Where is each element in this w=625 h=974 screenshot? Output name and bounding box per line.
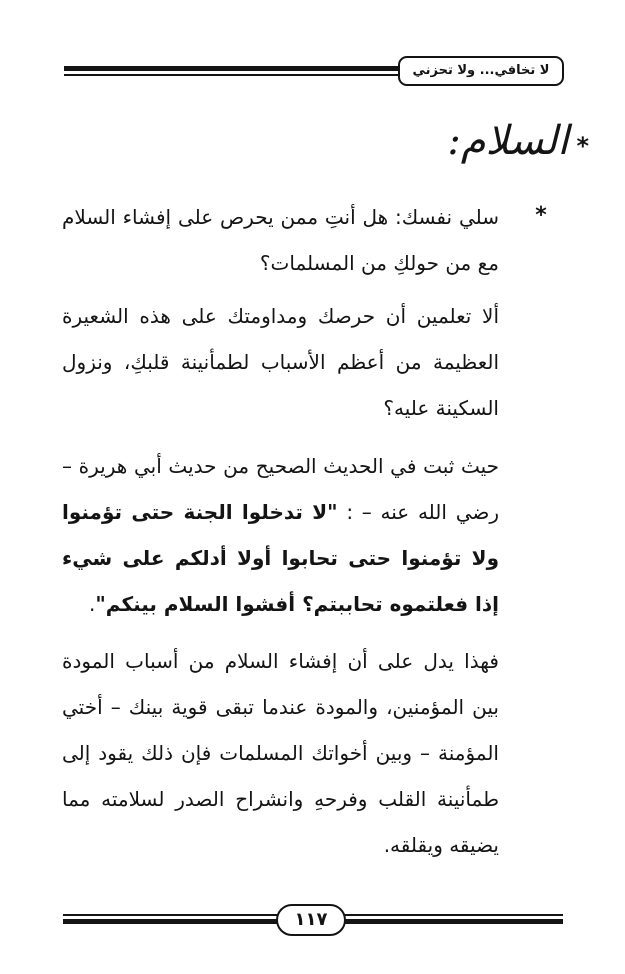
- section-heading: [447, 118, 589, 164]
- header-rule-thin: [64, 74, 400, 76]
- hadith-intro: حيث ثبت في الحديث الصحيح من حديث أبي هريرة – رضي الله عنه – :: [62, 454, 499, 524]
- bullet-asterisk: *: [535, 203, 547, 228]
- footer-rule-left-thin: [63, 914, 277, 916]
- footer-rule-right: [345, 914, 563, 928]
- footer-rule-left: [63, 914, 277, 928]
- footer-rule-right-thin: [345, 914, 563, 916]
- paragraph-hadith: [62, 443, 499, 627]
- page-number: ١١٧: [276, 904, 346, 936]
- heading-title: السلام:: [447, 118, 569, 164]
- paragraph-conclusion: فهذا يدل على أن إفشاء السلام من أسباب المودة بين المؤمنين، والمودة عندما تبقى قوية بينك – أختي المؤمنة – وبين أخواتك المسلمات فإن ذلك يقود إلى طمأنينة القلب وفرحهِ وانشراح الصدر لسلامته مما يضيقه ويقلقه.: [62, 649, 499, 857]
- footer-rule-right-thick: [345, 919, 563, 924]
- running-title: لا تخافي... ولا تحزني: [398, 56, 564, 86]
- header-rule: [64, 66, 400, 78]
- footer-rule-left-thick: [63, 919, 277, 924]
- hadith-quote: "لا تدخلوا الجنة حتى تؤمنوا ولا تؤمنوا حتى تحابوا أولا أدلكم على شيء إذا فعلتموه تحاببتم؟ أفشوا السلام بينكم": [62, 500, 499, 616]
- paragraph-reminder: ألا تعلمين أن حرصك ومداومتك على هذه الشعيرة العظيمة من أعظم الأسباب لطمأنينة قلبكِ، ونزول السكينة عليه؟: [62, 304, 499, 420]
- paragraph-question: سلي نفسك: هل أنتِ ممن يحرص على إفشاء السلام مع من حولكِ من المسلمات؟: [62, 205, 499, 275]
- header-rule-thick: [64, 66, 400, 71]
- heading-asterisk: *: [576, 132, 589, 160]
- hadith-end: .: [88, 592, 96, 616]
